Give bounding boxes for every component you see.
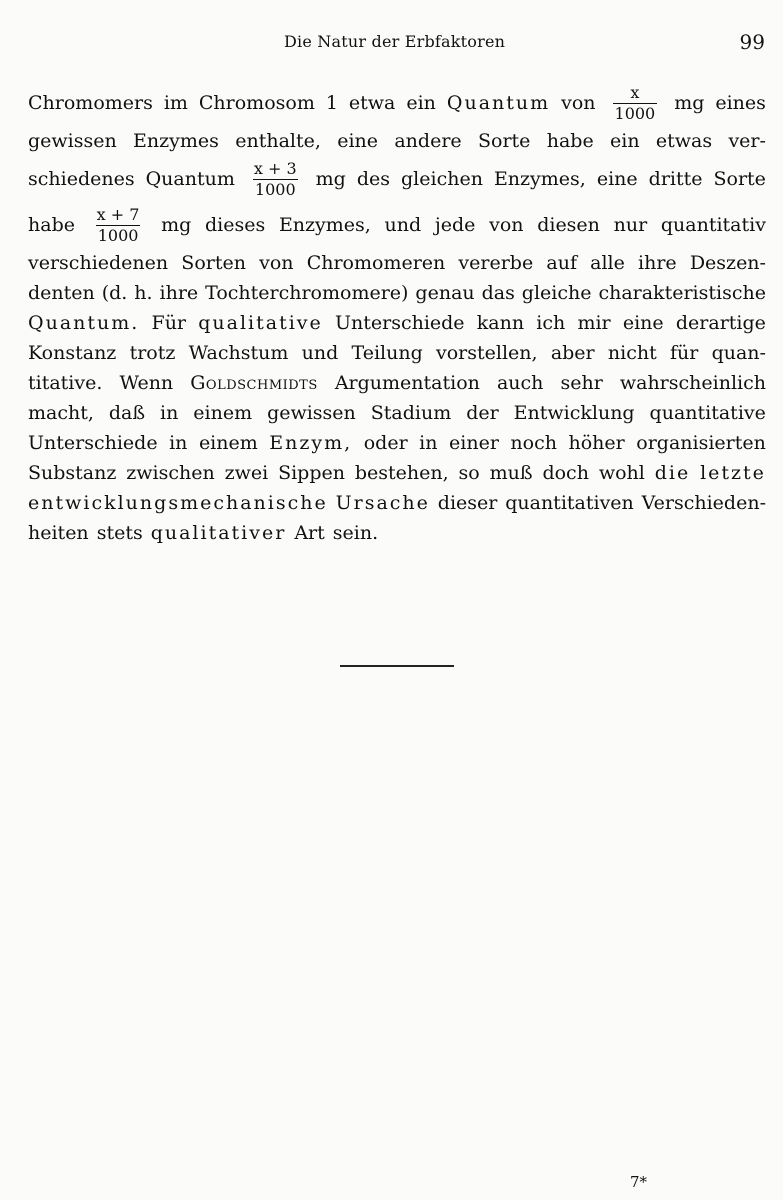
fraction-numerator: x bbox=[630, 82, 640, 102]
text-line: denten (d. h. ihre Tochterchromomere) genau das gleiche charakteristische bbox=[28, 282, 766, 304]
fraction-denominator: 1000 bbox=[614, 103, 656, 123]
text-line: Substanz zwischen zwei Sippen bestehen, so muß doch wohl die letzte bbox=[28, 462, 766, 484]
text-line: Konstanz trotz Wachstum und Teilung vorstellen, aber nicht für quan- bbox=[28, 342, 766, 364]
section-rule bbox=[340, 665, 454, 667]
page-header bbox=[0, 30, 783, 54]
fraction-numerator: x + 7 bbox=[96, 204, 140, 224]
author-name: Goldschmidts bbox=[190, 372, 318, 394]
text-line: gewissen Enzymes enthalte, eine andere Sorte habe ein etwas ver- bbox=[28, 130, 766, 152]
text-line: schiedenes Quantum $\frac{x + 3}{1000}$ mg des gleichen Enzymes, eine dritte Sorte bbox=[28, 158, 766, 199]
text-line: titative. Wenn Goldschmidts Argumentation auch sehr wahrscheinlich bbox=[28, 368, 766, 398]
text-line: verschiedenen Sorten von Chromomeren vererbe auf alle ihre Deszen- bbox=[28, 252, 766, 274]
text-line: macht, daß in einem gewissen Stadium der Entwicklung quantitative bbox=[28, 402, 766, 424]
text-line: entwicklungsmechanische Ursache dieser quantitativen Verschieden- bbox=[28, 492, 766, 514]
fraction-denominator: 1000 bbox=[97, 225, 139, 245]
signature-mark: 7* bbox=[630, 1173, 648, 1191]
text-line: Quantum. Für qualitative Unterschiede kann ich mir eine derartige bbox=[28, 312, 766, 334]
page-number: 99 bbox=[739, 30, 765, 54]
fraction bbox=[95, 204, 142, 245]
text-line: habe $\frac{x + 7}{1000}$ mg dieses Enzymes, und jede von diesen nur quantitativ bbox=[28, 204, 766, 245]
fraction bbox=[613, 82, 658, 123]
body-text bbox=[28, 80, 766, 548]
text-line: Unterschiede in einem Enzym, oder in einer noch höher organisierten bbox=[28, 432, 766, 454]
fraction-denominator: 1000 bbox=[254, 179, 296, 199]
fraction-numerator: x + 3 bbox=[253, 158, 297, 178]
text-line: Chromomers im Chromosom 1 etwa ein Quantum von $\frac{x}{1000}$ mg eines bbox=[28, 82, 766, 123]
fraction bbox=[252, 158, 299, 199]
text-line: heiten stets qualitativer Art sein. bbox=[28, 522, 379, 544]
running-title: Die Natur der Erbfaktoren bbox=[284, 32, 506, 51]
